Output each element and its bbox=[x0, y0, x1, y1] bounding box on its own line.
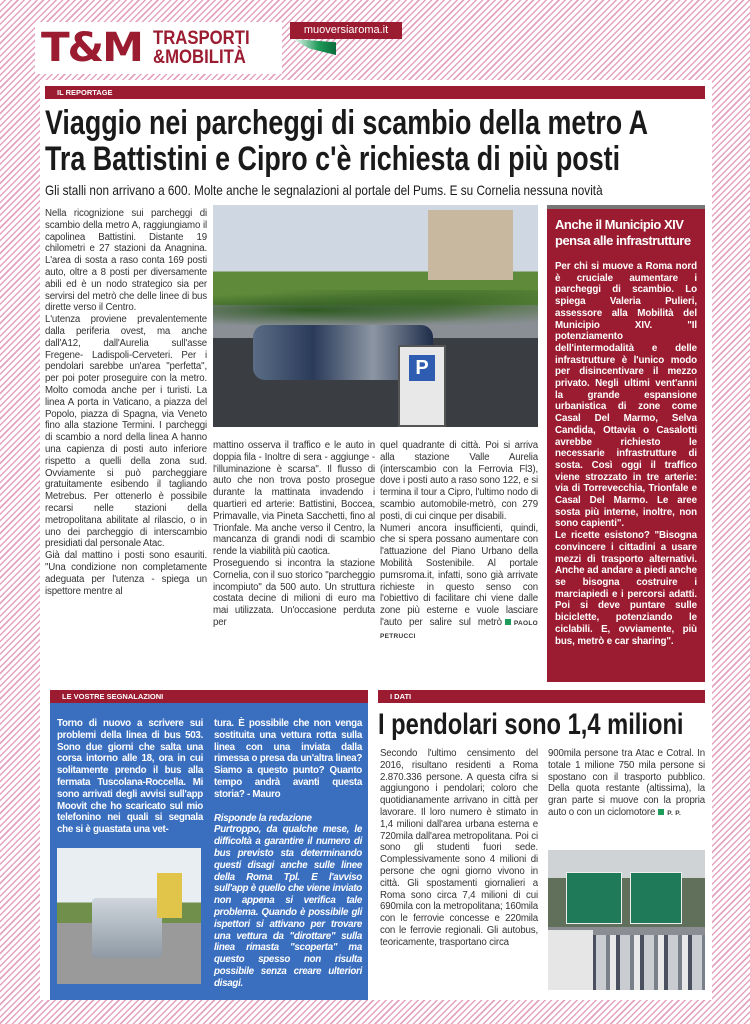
author-byline: PAOLO PETRUCCI bbox=[380, 619, 538, 640]
headline-line2: Tra Battistini e Cipro c'è richiesta di più posti bbox=[45, 140, 621, 178]
letter-text: Torno di nuovo a scrivere sui problemi della linea di bus 503. Sono due giorni che salta una corsa intorno alle 18, ora in cui solitamente prendo il bus alla fermata Tuscolana-Roccella. Mi sono arrivati degli avvisi sull'app Moovit che ho scaricato sul mio telefonino nei quali si segnala che si è guastata una vet- bbox=[57, 718, 203, 836]
logo-line1: TRASPORTI bbox=[152, 28, 250, 49]
data-column-1: Secondo l'ultimo censimento del 2016, risultano residenti a Roma 2.870.336 persone. A questa cifra si aggiungono i pendolari; coloro che quotidianamente arrivano in città per lavorare. Il loro numero è stimato in 1,4 milioni dall'area urbana esterna e 720mila dall'area metropolitana. Poi ci sono gli studenti fuori sede. Complessivamente sono 4 milioni di persone che ogni giorno vivono in città. Gli spostamenti giornalieri a Roma sono circa 7,4 milioni di cui 690mila con la metropolitana; 160mila con le ferrovie concesse e 220mila con le ferrovie regionali. Gli autobus, teoricamente, trasportano circa bbox=[380, 748, 538, 948]
subtitle: Gli stalli non arrivano a 600. Molte anche le segnalazioni al portale del Pums. E su Cornelia nessuna novità bbox=[45, 182, 603, 198]
road-sign bbox=[566, 872, 622, 924]
end-mark-icon bbox=[658, 809, 664, 815]
sidebar-box bbox=[547, 205, 705, 682]
flag-ribbon-icon bbox=[292, 39, 336, 55]
parking-p-icon: P bbox=[409, 355, 435, 381]
paragraph: quel quadrante di città. Poi si arriva alla stazione Valle Aurelia (interscambio con la Ferrovia Fl3), dove i posti auto a raso sono 122, e si termina il tour a Cipro, l'ultimo nodo di scambio automobile-metrò, con 279 posti, di cui cinque per disabili. bbox=[380, 440, 538, 522]
truck bbox=[548, 930, 593, 990]
logo-text bbox=[153, 29, 250, 67]
letter-text: tura. È possibile che non venga sostituita una vettura rotta sulla linea con una inviata dalla rimessa o presa da un'altra linea? Siamo a questo punto? Quanto tempo andrà avanti questa storia? - Mauro bbox=[214, 718, 362, 800]
road-sign bbox=[630, 872, 682, 924]
article-column-3 bbox=[380, 440, 538, 643]
paragraph: L'utenza proviene prevalentemente dalla periferia ovest, ma anche dall'A12, dall'Aurelia sull'asse Fregene- Ladispoli-Cerveteri. Per i pendolari sarebbe un'area "perfetta", per poi poter proseguire con la metro. Molto comoda anche per i turisti. La linea A porta in Vaticano, a piazza del Popolo, piazza di Spagna, via Veneto fino alla stazione Termini. I parcheggi di scambio a nord della linea A hanno una capienza di posti auto inferiore rispetto a quelli della zona sud. Ovviamente si può parcheggiare gratuitamente esibendo il tagliando Metrebus. Per ottenerlo è possibile recarsi nelle stazioni della metropolitana abilitate al rilascio, o in uno dei parcheggio di interscambio presidiati dal personale Atac. bbox=[45, 314, 207, 550]
end-mark-icon bbox=[505, 619, 511, 625]
author-byline: P. P. bbox=[667, 809, 682, 817]
building bbox=[157, 873, 182, 918]
section-bar-reportage: IL REPORTAGE bbox=[45, 86, 705, 99]
paragraph: mattino osserva il traffico e le auto in doppia fila - Inoltre di sera - aggiunge - l'illuminazione è scarsa". Il flusso di auto che non trova posto prosegue durante la mattinata invadendo i quartieri ed arterie: Battistini, Boccea, Primavalle, via Pineta Sacchetti, fino al Trionfale. Ma anche verso il Centro, la mancanza di grandi nodi di scambio rende la viabilità più caotica. bbox=[213, 440, 375, 558]
letter-continued bbox=[214, 718, 362, 990]
paragraph: Già dal mattino i posti sono esauriti. "Una condizione non completamente adeguata per l'utenza - spiega un ispettore mentre al bbox=[45, 550, 207, 597]
paragraph: Numeri ancora insufficienti, quindi, che si spera possano aumentare con l'attuazione del Piano Urbano della Mobilità Sostenibile. Al portale pumsroma.it, infatti, sono già arrivate richieste in questo senso con l'obiettivo di facilitare chi viene dalle zone più esterne e vuole lasciare l'auto per salire sul metrò bbox=[380, 522, 538, 628]
section-bar-letters: LE VOSTRE SEGNALAZIONI bbox=[50, 690, 368, 703]
parking-meter bbox=[398, 345, 446, 427]
section-bar-data: I DATI bbox=[378, 690, 705, 703]
trees bbox=[213, 290, 538, 330]
paragraph: Nella ricognizione sui parcheggi di scambio della metro A, raggiungiamo il capolinea Battistini. Distante 19 chilometri e 27 stazioni da Anagnina. L'area di sosta a raso conta 169 posti auto, oltre a 8 posti per diversamente abili ed è un nodo strategico sia per servirsi del metrò che delle linee di bus dirette verso il Centro. bbox=[45, 208, 207, 314]
masthead-logo[interactable] bbox=[35, 22, 282, 74]
traffic-photo bbox=[548, 850, 705, 990]
paragraph: 900mila persone tra Atac e Cotral. In totale 1 milione 750 mila persone si spostano con il trasporto pubblico. Della quota restante (altissima), la gran parte si muove con la propria auto o con un ciclomotore bbox=[548, 748, 705, 818]
logo-letters: T&M bbox=[41, 25, 142, 71]
article-column-1 bbox=[45, 208, 207, 597]
paragraph: Proseguendo si incontra la stazione Cornelia, con il suo storico "parcheggio incompiuto" da 500 auto. Un struttura costata decine di milioni di euro ma mai utilizzata. Un'occasione perduta per bbox=[213, 557, 375, 628]
sidebar-paragraph: Le ricette esistono? "Bisogna convincere i cittadini a usare mezzi di trasporto alternativi. Anche ad andare a piedi anche se bisogna costruire i marciapiedi e i percorsi adatti. Poi si deve puntare sulle biciclette, potenziando le ciclabili. E, ovviamente, più bus, metrò e car sharing". bbox=[555, 530, 697, 647]
bus-photo bbox=[57, 848, 201, 984]
data-headline: I pendolari sono 1,4 milioni bbox=[378, 708, 684, 741]
headline-line1: Viaggio nei parcheggi di scambio della metro A bbox=[45, 104, 649, 142]
sidebar-paragraph: Per chi si muove a Roma nord è cruciale aumentare i parcheggi di scambio. Lo spiega Valeria Pulieri, assessore alla Mobilità del Municipio XIV. "Il potenziamento dell'intermodalità e delle infrastrutture è l'unico modo per disincentivare il mezzo privato. Negli ultimi vent'anni la grande espansione urbanistica di zone come Casal Del Marmo, Selva Candida, Ottavia o Casalotti avrebbe richiesto le necessarie infrastrutture di sosta. Così oggi il traffico viene strozzato in tre arterie: via di Torrevecchia, Trionfale e Casal Del Marmo. Le aree sosta più interne, inoltre, non sono capienti". bbox=[555, 261, 697, 530]
building bbox=[428, 210, 513, 280]
data-column-2 bbox=[548, 748, 705, 820]
site-link[interactable]: muoversiaroma.it bbox=[290, 22, 402, 39]
logo-line2: &MOBILITÀ bbox=[152, 47, 246, 68]
reply-text: Purtroppo, da qualche mese, le difficoltà a garantire il numero di bus previsto sta determinando questi disagi anche sulle linee della Roma Tpl. E l'avviso sull'app è quello che viene inviato non appena si verifica tale problema. Quando è possibile gli ispettori si attivano per trovare una vettura da "dirottare" sulla linea rimasta "scoperta" ma questo spesso non risulta possibile senza creare ulteriori disagi. bbox=[214, 824, 362, 989]
bus bbox=[92, 898, 162, 958]
reply-title: Risponde la redazione bbox=[214, 812, 312, 824]
article-column-2 bbox=[213, 440, 375, 629]
parking-lot-photo bbox=[213, 205, 538, 427]
sidebar-title: Anche il Municipio XIV pensa alle infrastrutture bbox=[555, 217, 691, 248]
